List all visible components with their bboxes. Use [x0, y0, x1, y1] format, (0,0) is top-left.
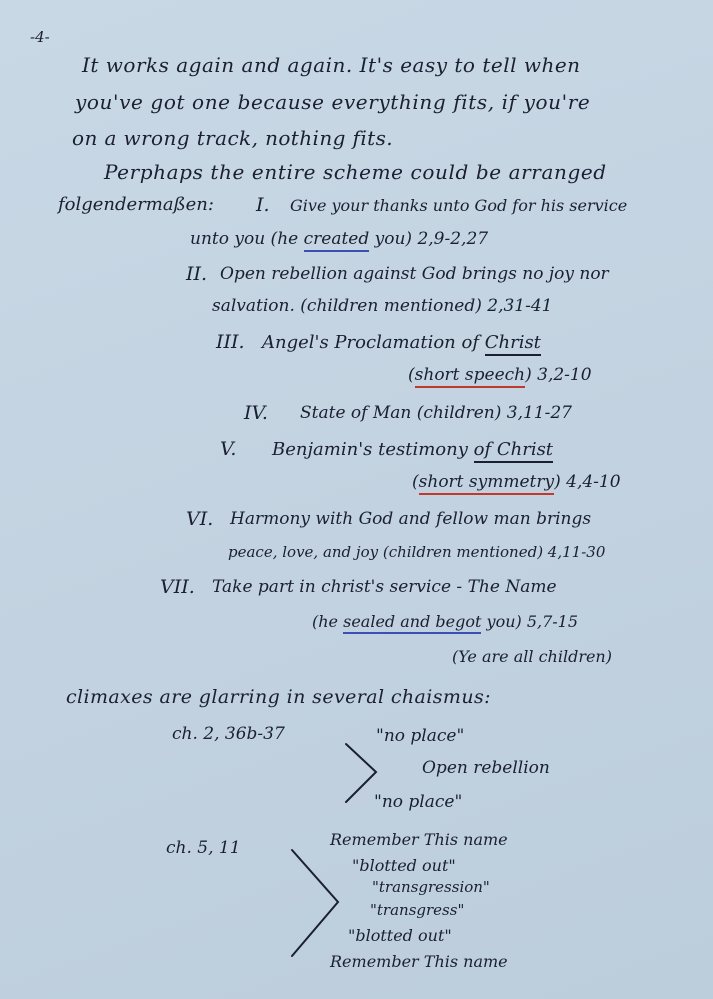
outline-7-line-2: (he sealed and begot you) 5,7-15 [312, 614, 578, 630]
outline-num-4: IV. [244, 402, 268, 424]
chiasmus-2-line-3: "transgression" [372, 878, 490, 896]
intro-line-1: Perphaps the entire scheme could be arranged [104, 160, 607, 184]
outline-1-line-1: Give your thanks unto God for his service [290, 196, 628, 215]
page-number: -4- [30, 28, 50, 46]
underline-sealed-begot: sealed and begot [343, 612, 481, 634]
outline-5-line-1: Benjamin's testimony of Christ [272, 441, 553, 459]
outline-7-line-3: (Ye are all children) [452, 647, 612, 666]
outline-6-line-1: Harmony with God and fellow man brings [230, 509, 592, 529]
outline-num-1: I. [256, 194, 270, 216]
paragraph-line-1: It works again and again. It's easy to tell when [82, 53, 581, 77]
outline-num-5: V. [220, 438, 237, 460]
outline-num-6: VI. [186, 508, 214, 530]
intro-line-2: folgendermaßen: [58, 194, 214, 215]
underline-christ: Christ [485, 332, 541, 356]
chiasmus-2-bracket [288, 848, 344, 960]
chiasmus-1-line-2: Open rebellion [422, 758, 550, 778]
chiasmus-2-line-4: "transgress" [370, 901, 465, 919]
underline-short-speech: short speech [415, 365, 525, 388]
chiasmus-1-ref: ch. 2, 36b-37 [172, 724, 285, 744]
paragraph-line-2: you've got one because everything fits, if you're [75, 90, 591, 114]
underline-of-christ: of Christ [474, 439, 553, 463]
outline-num-7: VII. [160, 576, 195, 598]
climax-heading: climaxes are glarring in several chaismus: [66, 686, 491, 708]
paragraph-line-3: on a wrong track, nothing fits. [72, 126, 394, 150]
outline-2-line-2: salvation. (children mentioned) 2,31-41 [212, 296, 553, 316]
outline-num-3: III. [216, 331, 245, 353]
outline-6-line-2: peace, love, and joy (children mentioned) 4,11-30 [228, 543, 606, 561]
outline-5-line-2: (short symmetry) 4,4-10 [412, 474, 621, 491]
outline-4-line-1: State of Man (children) 3,11-27 [300, 403, 572, 423]
outline-2-line-1: Open rebellion against God brings no joy nor [220, 264, 609, 284]
outline-1-line-2: unto you (he created you) 2,9-2,27 [190, 231, 488, 248]
chiasmus-1-bracket [342, 742, 382, 806]
chiasmus-2-line-5: "blotted out" [348, 926, 452, 945]
chiasmus-2-line-2: "blotted out" [352, 856, 456, 875]
outline-3-line-2: (short speech) 3,2-10 [408, 367, 592, 384]
chiasmus-1-line-1: "no place" [376, 726, 465, 746]
chiasmus-2-line-1: Remember This name [330, 830, 508, 849]
underline-created: created [304, 229, 370, 252]
outline-7-line-1: Take part in christ's service - The Name [212, 577, 557, 597]
outline-3-line-1: Angel's Proclamation of Christ [262, 334, 541, 352]
chiasmus-1-line-3: "no place" [374, 792, 463, 812]
chiasmus-2-line-6: Remember This name [330, 952, 508, 971]
underline-short-symmetry: short symmetry [419, 472, 554, 495]
outline-num-2: II. [186, 263, 208, 285]
chiasmus-2-ref: ch. 5, 11 [166, 838, 241, 858]
